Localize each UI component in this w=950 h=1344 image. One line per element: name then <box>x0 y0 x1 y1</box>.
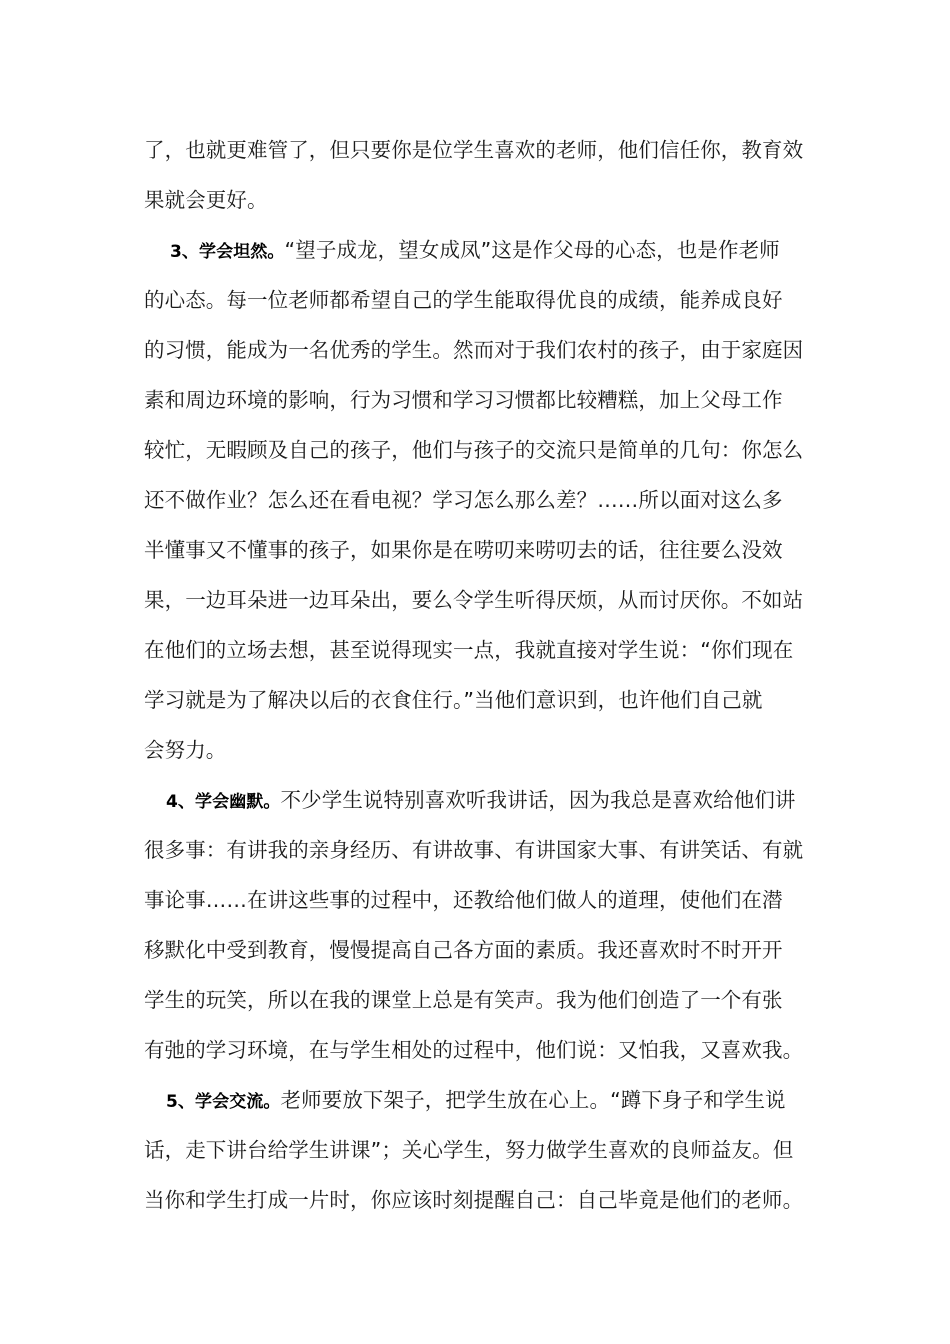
line-text: 学生的玩笑，所以在我的课堂上总是有笑声。我为他们创造了一个有张 <box>144 988 783 1012</box>
line-text: 很多事：有讲我的亲身经历、有讲故事、有讲国家大事、有讲笑话、有就 <box>144 838 804 862</box>
line-text: 了，也就更难管了，但只要你是位学生喜欢的老师，他们信任你，教育效 <box>144 138 804 162</box>
text-line <box>144 732 814 768</box>
text-line <box>144 632 814 668</box>
line-text: 果，一边耳朵进一边耳朵出，要么令学生听得厌烦，从而讨厌你。不如站 <box>144 588 804 612</box>
line-text: 不少学生说特别喜欢听我讲话，因为我总是喜欢给他们讲 <box>280 788 796 812</box>
text-line <box>144 1032 814 1068</box>
line-text: 素和周边环境的影响，行为习惯和学习习惯都比较糟糕，加上父母工作 <box>144 388 783 412</box>
line-text: 老师要放下架子，把学生放在心上。“蹲下身子和学生说 <box>280 1088 786 1112</box>
text-line <box>144 1182 814 1218</box>
line-text: 较忙，无暇顾及自己的孩子，他们与孩子的交流只是简单的几句：你怎么 <box>144 438 804 462</box>
line-text: 果就会更好。 <box>144 188 268 212</box>
line-text: 事论事……在讲这些事的过程中，还教给他们做人的道理，使他们在潜 <box>144 888 783 912</box>
text-line <box>144 832 814 868</box>
text-line <box>144 682 814 718</box>
text-line <box>170 232 814 268</box>
text-line <box>144 332 814 368</box>
text-line <box>144 382 814 418</box>
text-line <box>144 982 814 1018</box>
section-heading: 4、学会幽默。 <box>166 792 281 812</box>
text-line <box>144 1132 814 1168</box>
text-line <box>144 882 814 918</box>
line-text: 会努力。 <box>144 738 227 762</box>
section-heading: 3、学会坦然。 <box>170 242 285 262</box>
line-text: “望子成龙，望女成凤”这是作父母的心态，也是作老师 <box>284 238 780 262</box>
line-text: 当你和学生打成一片时，你应该时刻提醒自己：自己毕竟是他们的老师。 <box>144 1188 804 1212</box>
line-text: 学习就是为了解决以后的衣食住行。”当他们意识到，也许他们自己就 <box>144 688 763 712</box>
line-text: 有弛的学习环境，在与学生相处的过程中，他们说：又怕我，又喜欢我。 <box>144 1038 804 1062</box>
text-line <box>166 782 814 818</box>
section-heading: 5、学会交流。 <box>166 1092 281 1112</box>
text-line <box>144 482 814 518</box>
line-text: 的习惯，能成为一名优秀的学生。然而对于我们农村的孩子，由于家庭因 <box>144 338 804 362</box>
text-line <box>144 432 814 468</box>
text-line <box>144 132 814 168</box>
text-line <box>166 1082 814 1118</box>
text-line <box>144 532 814 568</box>
text-line <box>144 582 814 618</box>
line-text: 还不做作业？怎么还在看电视？学习怎么那么差？……所以面对这么多 <box>144 488 783 512</box>
line-text: 移默化中受到教育，慢慢提高自己各方面的素质。我还喜欢时不时开开 <box>144 938 783 962</box>
text-line <box>144 182 814 218</box>
text-line <box>144 932 814 968</box>
text-line <box>144 282 814 318</box>
line-text: 的心态。每一位老师都希望自己的学生能取得优良的成绩，能养成良好 <box>144 288 783 312</box>
line-text: 在他们的立场去想，甚至说得现实一点，我就直接对学生说：“你们现在 <box>144 638 794 662</box>
line-text: 话，走下讲台给学生讲课”；关心学生，努力做学生喜欢的良师益友。但 <box>144 1138 794 1162</box>
line-text: 半懂事又不懂事的孩子，如果你是在唠叨来唠叨去的话，往往要么没效 <box>144 538 783 562</box>
